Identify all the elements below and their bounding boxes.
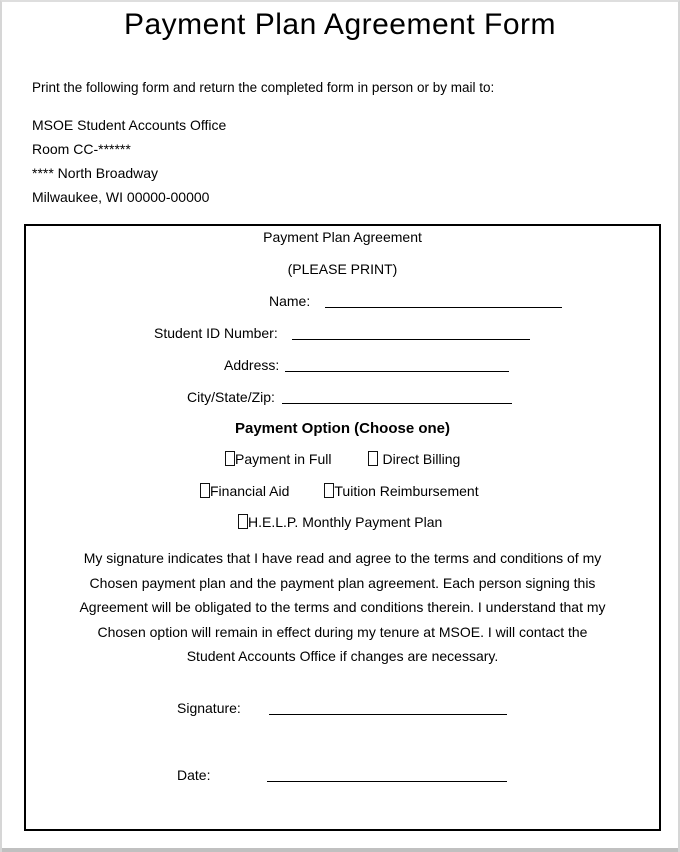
page-title: Payment Plan Agreement Form [123, 8, 557, 41]
direct-billing-checkbox[interactable] [368, 451, 378, 466]
student-id-label: Student ID Number: [154, 325, 278, 341]
agreement-text [26, 546, 659, 669]
payment-plan-form [24, 224, 661, 831]
help-monthly-plan-checkbox[interactable] [238, 514, 248, 529]
direct-billing-label: Direct Billing [382, 451, 461, 467]
signature-label: Signature: [177, 700, 241, 716]
address-label: Address: [224, 357, 280, 373]
form-subheading: (PLEASE PRINT) [287, 261, 398, 277]
name-field[interactable] [325, 293, 562, 308]
city-state-zip-field[interactable] [282, 389, 512, 404]
financial-aid-label: Financial Aid [210, 483, 290, 499]
tuition-reimbursement-label: Tuition Reimbursement [334, 483, 479, 499]
agreement-line: Student Accounts Office if changes are necessary. [186, 648, 499, 664]
payment-in-full-label: Payment in Full [235, 451, 332, 467]
spacer [331, 463, 368, 464]
address-line-city: Milwaukee, WI 00000-00000 [32, 189, 210, 205]
bottom-scroll-strip [2, 848, 678, 852]
option-row-1 [225, 451, 460, 467]
address-field[interactable] [285, 357, 509, 372]
address-line-org: MSOE Student Accounts Office [32, 117, 227, 133]
financial-aid-checkbox[interactable] [200, 483, 210, 498]
date-label: Date: [177, 767, 211, 783]
help-monthly-plan-label: H.E.L.P. Monthly Payment Plan [248, 514, 443, 530]
address-line-street: **** North Broadway [32, 165, 159, 181]
signature-field[interactable] [269, 700, 507, 715]
payment-option-heading: Payment Option (Choose one) [234, 420, 450, 437]
intro-text: Print the following form and return the completed form in person or by mail to: [32, 80, 495, 95]
student-id-field[interactable] [292, 325, 530, 340]
agreement-line: My signature indicates that I have read and agree to the terms and conditions of my [83, 550, 602, 566]
payment-in-full-checkbox[interactable] [225, 451, 235, 466]
date-field[interactable] [267, 767, 507, 782]
form-heading: Payment Plan Agreement [263, 229, 422, 245]
option-row-2 [200, 483, 479, 499]
spacer [289, 495, 324, 496]
city-state-zip-label: City/State/Zip: [187, 389, 275, 405]
mailing-address [32, 113, 226, 209]
address-line-room: Room CC-****** [32, 141, 131, 157]
agreement-line: Chosen option will remain in effect during my tenure at MSOE. I will contact the [97, 623, 588, 640]
option-row-3 [238, 514, 442, 530]
agreement-line: Agreement will be obligated to the terms and conditions therein. I understand that my [79, 599, 606, 615]
tuition-reimbursement-checkbox[interactable] [324, 483, 334, 498]
agreement-line: Chosen payment plan and the payment plan agreement. Each person signing this [89, 574, 596, 591]
name-label: Name: [269, 293, 311, 309]
